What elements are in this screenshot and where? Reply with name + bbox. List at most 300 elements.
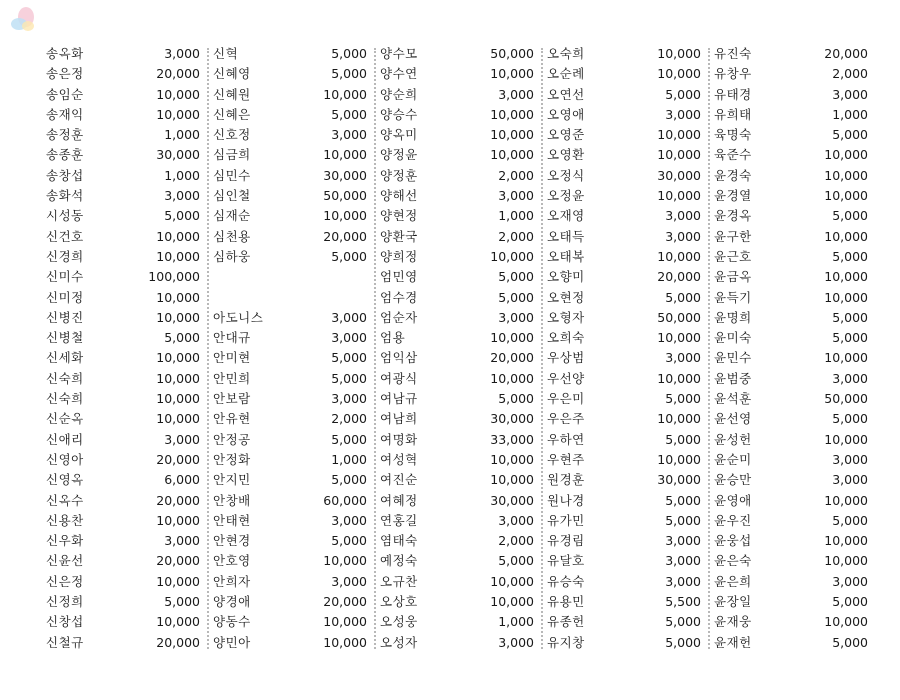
donation-amount: 10,000: [156, 350, 200, 366]
donation-amount: 5,000: [665, 634, 701, 650]
donor-name: 윤영애: [714, 492, 752, 508]
list-row: [46, 44, 210, 64]
donation-amount: 10,000: [824, 350, 868, 366]
donation-amount: 5,000: [331, 46, 367, 61]
donor-name: 송정훈: [46, 127, 84, 143]
list-row: [213, 247, 377, 267]
donor-name: 신우화: [46, 533, 84, 549]
donor-name: 유가민: [547, 512, 585, 528]
donation-amount: 10,000: [824, 289, 868, 305]
list-row: [380, 389, 544, 409]
donation-amount: 3,000: [832, 472, 868, 488]
donor-name: 오현정: [547, 289, 585, 305]
donor-name: 신미수: [46, 269, 84, 285]
list-row: [213, 531, 377, 551]
list-row: [213, 633, 377, 653]
list-row: [213, 389, 377, 409]
donor-name: 신윤선: [46, 553, 84, 569]
donor-name: 신병철: [46, 330, 84, 346]
list-row: [380, 369, 544, 389]
donor-name: 오순례: [547, 66, 585, 82]
list-row: [380, 308, 544, 328]
list-row: [547, 186, 711, 206]
donation-amount: 10,000: [490, 127, 534, 143]
donation-amount: 10,000: [824, 553, 868, 569]
list-row: [213, 369, 377, 389]
list-row: [714, 348, 878, 368]
list-row: [380, 348, 544, 368]
donation-amount: 10,000: [156, 228, 200, 244]
donor-name: 송종훈: [46, 147, 84, 163]
donor-name: 신영옥: [46, 472, 84, 488]
donor-name: 안태현: [213, 512, 251, 528]
list-row: [380, 551, 544, 571]
list-row: [547, 206, 711, 226]
donation-amount: 5,000: [665, 391, 701, 407]
donation-amount: 5,000: [331, 533, 367, 549]
list-row: [547, 247, 711, 267]
donation-amount: 50,000: [323, 188, 367, 204]
list-row: [714, 44, 878, 64]
donor-name: 윤경숙: [714, 167, 752, 183]
donor-name: 오성웅: [380, 614, 418, 630]
list-row: [547, 409, 711, 429]
list-row: [380, 247, 544, 267]
donor-name: 신혜은: [213, 106, 251, 122]
donation-amount: 5,500: [665, 594, 701, 610]
donor-name: 양현정: [380, 208, 418, 224]
list-row: [714, 430, 878, 450]
list-row: [46, 389, 210, 409]
donation-amount: 10,000: [824, 492, 868, 508]
donation-amount: 3,000: [164, 431, 200, 447]
donor-name: 오영준: [547, 127, 585, 143]
donor-name: 연홍길: [380, 512, 418, 528]
donation-amount: 3,000: [331, 391, 367, 407]
donation-amount: 10,000: [657, 248, 701, 264]
list-row: [714, 612, 878, 632]
list-row: [380, 328, 544, 348]
list-column: [714, 44, 881, 653]
donor-name: 신순옥: [46, 411, 84, 427]
list-row: [46, 369, 210, 389]
donation-amount: 3,000: [331, 127, 367, 143]
list-row: [46, 633, 210, 653]
donation-amount: 10,000: [156, 614, 200, 630]
donation-amount: 10,000: [156, 289, 200, 305]
list-row: [380, 430, 544, 450]
donation-amount: 3,000: [331, 309, 367, 325]
donation-amount: 2,000: [331, 411, 367, 427]
list-row: [380, 267, 544, 287]
donation-amount: 2,000: [832, 66, 868, 82]
donor-name: 아도니스: [213, 309, 264, 325]
donor-name: 유지창: [547, 634, 585, 650]
donation-amount: 20,000: [323, 594, 367, 610]
donation-amount: 20,000: [323, 228, 367, 244]
list-row: [46, 531, 210, 551]
donation-amount: 10,000: [490, 594, 534, 610]
list-row: [213, 85, 377, 105]
donation-amount: 10,000: [323, 147, 367, 163]
donation-amount: 10,000: [323, 614, 367, 630]
donor-name: 안미현: [213, 350, 251, 366]
donor-name: 오성자: [380, 634, 418, 650]
donation-amount: 3,000: [331, 573, 367, 589]
list-row: [213, 551, 377, 571]
donor-name: 유진숙: [714, 46, 752, 61]
donation-amount: 10,000: [323, 86, 367, 102]
list-row: [714, 105, 878, 125]
donor-name: 유승숙: [547, 573, 585, 589]
list-row: [714, 389, 878, 409]
donation-amount: 5,000: [665, 492, 701, 508]
donation-amount: 5,000: [331, 370, 367, 386]
list-row: [714, 369, 878, 389]
donation-amount: 5,000: [832, 248, 868, 264]
list-row: [714, 409, 878, 429]
donor-name: 안유현: [213, 411, 251, 427]
donation-amount: 3,000: [498, 634, 534, 650]
list-row: [380, 64, 544, 84]
donor-name: 송창섭: [46, 167, 84, 183]
list-row: [213, 44, 377, 64]
list-row: [46, 348, 210, 368]
list-row: [46, 105, 210, 125]
list-row: [213, 288, 377, 308]
list-row: [547, 389, 711, 409]
donation-amount: 20,000: [156, 451, 200, 467]
donation-amount: 10,000: [323, 553, 367, 569]
list-row: [213, 612, 377, 632]
donor-name: 안정화: [213, 451, 251, 467]
donation-amount: 100,000: [148, 269, 200, 285]
list-row: [547, 267, 711, 287]
donation-amount: 10,000: [156, 512, 200, 528]
donation-amount: 5,000: [665, 512, 701, 528]
list-row: [714, 206, 878, 226]
donor-name: 양민아: [213, 634, 251, 650]
donation-amount: 20,000: [490, 350, 534, 366]
logo-icon: [6, 4, 40, 38]
list-row: [46, 328, 210, 348]
list-row: [547, 369, 711, 389]
donation-amount: 30,000: [490, 492, 534, 508]
donor-name: 송임순: [46, 86, 84, 102]
donation-amount: 3,000: [832, 370, 868, 386]
donor-name: 여성혁: [380, 451, 418, 467]
donor-name: 신정희: [46, 594, 84, 610]
list-row: [46, 64, 210, 84]
list-row: [46, 227, 210, 247]
donation-amount: 20,000: [156, 553, 200, 569]
donation-amount: 10,000: [824, 147, 868, 163]
donor-name: 신혁: [213, 46, 239, 61]
donation-amount: 10,000: [657, 127, 701, 143]
donor-name: 우현주: [547, 451, 585, 467]
donor-name: 신영아: [46, 451, 84, 467]
donation-amount: 33,000: [490, 431, 534, 447]
donor-name: 윤은숙: [714, 553, 752, 569]
donor-name: 오규찬: [380, 573, 418, 589]
donor-name: 윤경열: [714, 188, 752, 204]
list-row: [213, 227, 377, 247]
donor-name: 여광식: [380, 370, 418, 386]
list-row: [547, 531, 711, 551]
donation-amount: 5,000: [331, 66, 367, 82]
donation-amount: 10,000: [156, 411, 200, 427]
list-row: [714, 64, 878, 84]
donor-name: 안정공: [213, 431, 251, 447]
list-row: [547, 328, 711, 348]
donation-amount: 10,000: [156, 370, 200, 386]
donor-name: 윤선영: [714, 411, 752, 427]
donor-name: 양옥미: [380, 127, 418, 143]
list-row: [213, 64, 377, 84]
list-row: [714, 491, 878, 511]
donation-amount: 5,000: [164, 208, 200, 224]
list-row: [46, 288, 210, 308]
donation-amount: 3,000: [832, 86, 868, 102]
list-row: [547, 64, 711, 84]
donor-name: 신숙희: [46, 391, 84, 407]
donation-amount: 30,000: [156, 147, 200, 163]
list-row: [380, 409, 544, 429]
donor-name: 안대규: [213, 330, 251, 346]
list-row: [547, 430, 711, 450]
list-row: [380, 206, 544, 226]
donor-name: 신병진: [46, 309, 84, 325]
donation-amount: 1,000: [331, 451, 367, 467]
donor-name: 윤재웅: [714, 614, 752, 630]
donor-name: 심재순: [213, 208, 251, 224]
donation-amount: 10,000: [156, 573, 200, 589]
list-row: [714, 592, 878, 612]
list-row: [213, 572, 377, 592]
donation-amount: 10,000: [657, 411, 701, 427]
donation-amount: 50,000: [657, 309, 701, 325]
donor-name: 윤구한: [714, 228, 752, 244]
donor-name: 오재영: [547, 208, 585, 224]
donation-amount: 50,000: [490, 46, 534, 61]
donation-amount: 3,000: [832, 451, 868, 467]
list-row: [213, 491, 377, 511]
list-row: [547, 125, 711, 145]
donor-name: 원경훈: [547, 472, 585, 488]
donation-amount: 5,000: [331, 472, 367, 488]
donor-name: 안호영: [213, 553, 251, 569]
list-column: [380, 44, 547, 653]
donor-name: 윤범중: [714, 370, 752, 386]
donor-name: 엄익삼: [380, 350, 418, 366]
donation-amount: 3,000: [164, 46, 200, 61]
donor-name: 여진순: [380, 472, 418, 488]
donation-amount: 2,000: [498, 228, 534, 244]
donor-name: 안민희: [213, 370, 251, 386]
donor-name: 우은주: [547, 411, 585, 427]
donor-name: 안희자: [213, 573, 251, 589]
donation-amount: 10,000: [824, 431, 868, 447]
list-row: [714, 186, 878, 206]
list-row: [213, 267, 377, 287]
list-row: [714, 633, 878, 653]
donor-name: 윤은희: [714, 573, 752, 589]
list-row: [380, 105, 544, 125]
list-row: [46, 125, 210, 145]
donor-name: 유창우: [714, 66, 752, 82]
donor-name: 신철규: [46, 634, 84, 650]
list-column: [213, 44, 380, 653]
donation-amount: 10,000: [657, 330, 701, 346]
donation-amount: 1,000: [498, 614, 534, 630]
list-row: [213, 308, 377, 328]
donation-amount: 2,000: [498, 167, 534, 183]
donor-name: 신애리: [46, 431, 84, 447]
donor-name: 양동수: [213, 614, 251, 630]
donor-name: 윤경옥: [714, 208, 752, 224]
donor-name: 심천용: [213, 228, 251, 244]
donation-amount: 30,000: [323, 167, 367, 183]
donation-amount: 5,000: [498, 553, 534, 569]
donation-amount: 3,000: [498, 188, 534, 204]
donation-amount: 3,000: [331, 512, 367, 528]
donor-name: 유달호: [547, 553, 585, 569]
list-row: [46, 612, 210, 632]
donation-amount: 20,000: [156, 634, 200, 650]
donor-name: 양희정: [380, 248, 418, 264]
donation-amount: 10,000: [323, 634, 367, 650]
donor-name: 오영애: [547, 106, 585, 122]
donor-name: 유경림: [547, 533, 585, 549]
donation-amount: 10,000: [657, 66, 701, 82]
donor-name: 오형자: [547, 309, 585, 325]
donation-amount: 10,000: [824, 533, 868, 549]
list-row: [46, 186, 210, 206]
list-row: [213, 348, 377, 368]
list-row: [547, 491, 711, 511]
list-row: [213, 450, 377, 470]
donor-name: 오정윤: [547, 188, 585, 204]
list-row: [46, 409, 210, 429]
donor-name: 여남희: [380, 411, 418, 427]
donation-amount: 1,000: [498, 208, 534, 224]
list-row: [380, 612, 544, 632]
list-row: [213, 592, 377, 612]
donor-name: 심금희: [213, 147, 251, 163]
donor-name: 심민수: [213, 167, 251, 183]
donor-name: 송옥화: [46, 46, 84, 61]
donor-name: 유태경: [714, 86, 752, 102]
list-row: [213, 125, 377, 145]
donation-amount: 5,000: [665, 289, 701, 305]
list-row: [46, 511, 210, 531]
list-row: [46, 145, 210, 165]
list-row: [46, 450, 210, 470]
list-row: [714, 572, 878, 592]
donor-name: 신은정: [46, 573, 84, 589]
donor-name: 송재익: [46, 106, 84, 122]
donor-name: 신용찬: [46, 512, 84, 528]
list-row: [714, 166, 878, 186]
donation-amount: 10,000: [824, 228, 868, 244]
donor-name: 양경애: [213, 594, 251, 610]
donation-amount: 10,000: [657, 451, 701, 467]
list-row: [547, 308, 711, 328]
list-row: [547, 572, 711, 592]
list-row: [213, 166, 377, 186]
donor-name: 양정훈: [380, 167, 418, 183]
list-row: [380, 592, 544, 612]
donor-name: 신미정: [46, 289, 84, 305]
donor-name: 오연선: [547, 86, 585, 102]
donor-name: 육준수: [714, 147, 752, 163]
donation-amount: 5,000: [832, 127, 868, 143]
list-row: [213, 409, 377, 429]
donation-amount: 10,000: [490, 451, 534, 467]
donor-name: 심하웅: [213, 248, 251, 264]
donation-amount: 5,000: [832, 208, 868, 224]
donor-name: 신숙희: [46, 370, 84, 386]
list-row: [380, 572, 544, 592]
donation-amount: 10,000: [490, 147, 534, 163]
list-row: [714, 450, 878, 470]
donor-name: 윤웅섭: [714, 533, 752, 549]
list-row: [213, 145, 377, 165]
list-row: [380, 288, 544, 308]
donor-name: 양승수: [380, 106, 418, 122]
donor-name: 신경희: [46, 248, 84, 264]
donation-amount: 5,000: [832, 411, 868, 427]
list-row: [714, 125, 878, 145]
donor-name: 윤미숙: [714, 330, 752, 346]
donation-amount: 3,000: [164, 533, 200, 549]
donation-amount: 10,000: [156, 391, 200, 407]
donation-amount: 10,000: [156, 309, 200, 325]
donor-name: 심인철: [213, 188, 251, 204]
donor-name: 여혜정: [380, 492, 418, 508]
donation-amount: 10,000: [657, 46, 701, 61]
donor-name: 안현경: [213, 533, 251, 549]
list-row: [714, 145, 878, 165]
list-row: [380, 450, 544, 470]
donor-name: 윤득기: [714, 289, 752, 305]
list-row: [380, 470, 544, 490]
list-row: [547, 348, 711, 368]
donation-amount: 5,000: [331, 248, 367, 264]
donor-name: 윤우진: [714, 512, 752, 528]
list-row: [380, 633, 544, 653]
donor-name: 유종헌: [547, 614, 585, 630]
donor-name: 양해선: [380, 188, 418, 204]
donor-name: 윤장일: [714, 594, 752, 610]
list-row: [213, 206, 377, 226]
donation-amount: 10,000: [156, 86, 200, 102]
list-row: [213, 328, 377, 348]
donation-amount: 10,000: [824, 269, 868, 285]
list-row: [547, 145, 711, 165]
list-row: [46, 592, 210, 612]
donor-name: 예정숙: [380, 553, 418, 569]
list-row: [714, 551, 878, 571]
list-row: [714, 328, 878, 348]
donation-amount: 3,000: [665, 533, 701, 549]
donation-amount: 20,000: [824, 46, 868, 61]
donor-name: 오숙희: [547, 46, 585, 61]
list-row: [46, 491, 210, 511]
list-row: [714, 85, 878, 105]
donation-amount: 5,000: [331, 350, 367, 366]
donation-amount: 3,000: [665, 573, 701, 589]
